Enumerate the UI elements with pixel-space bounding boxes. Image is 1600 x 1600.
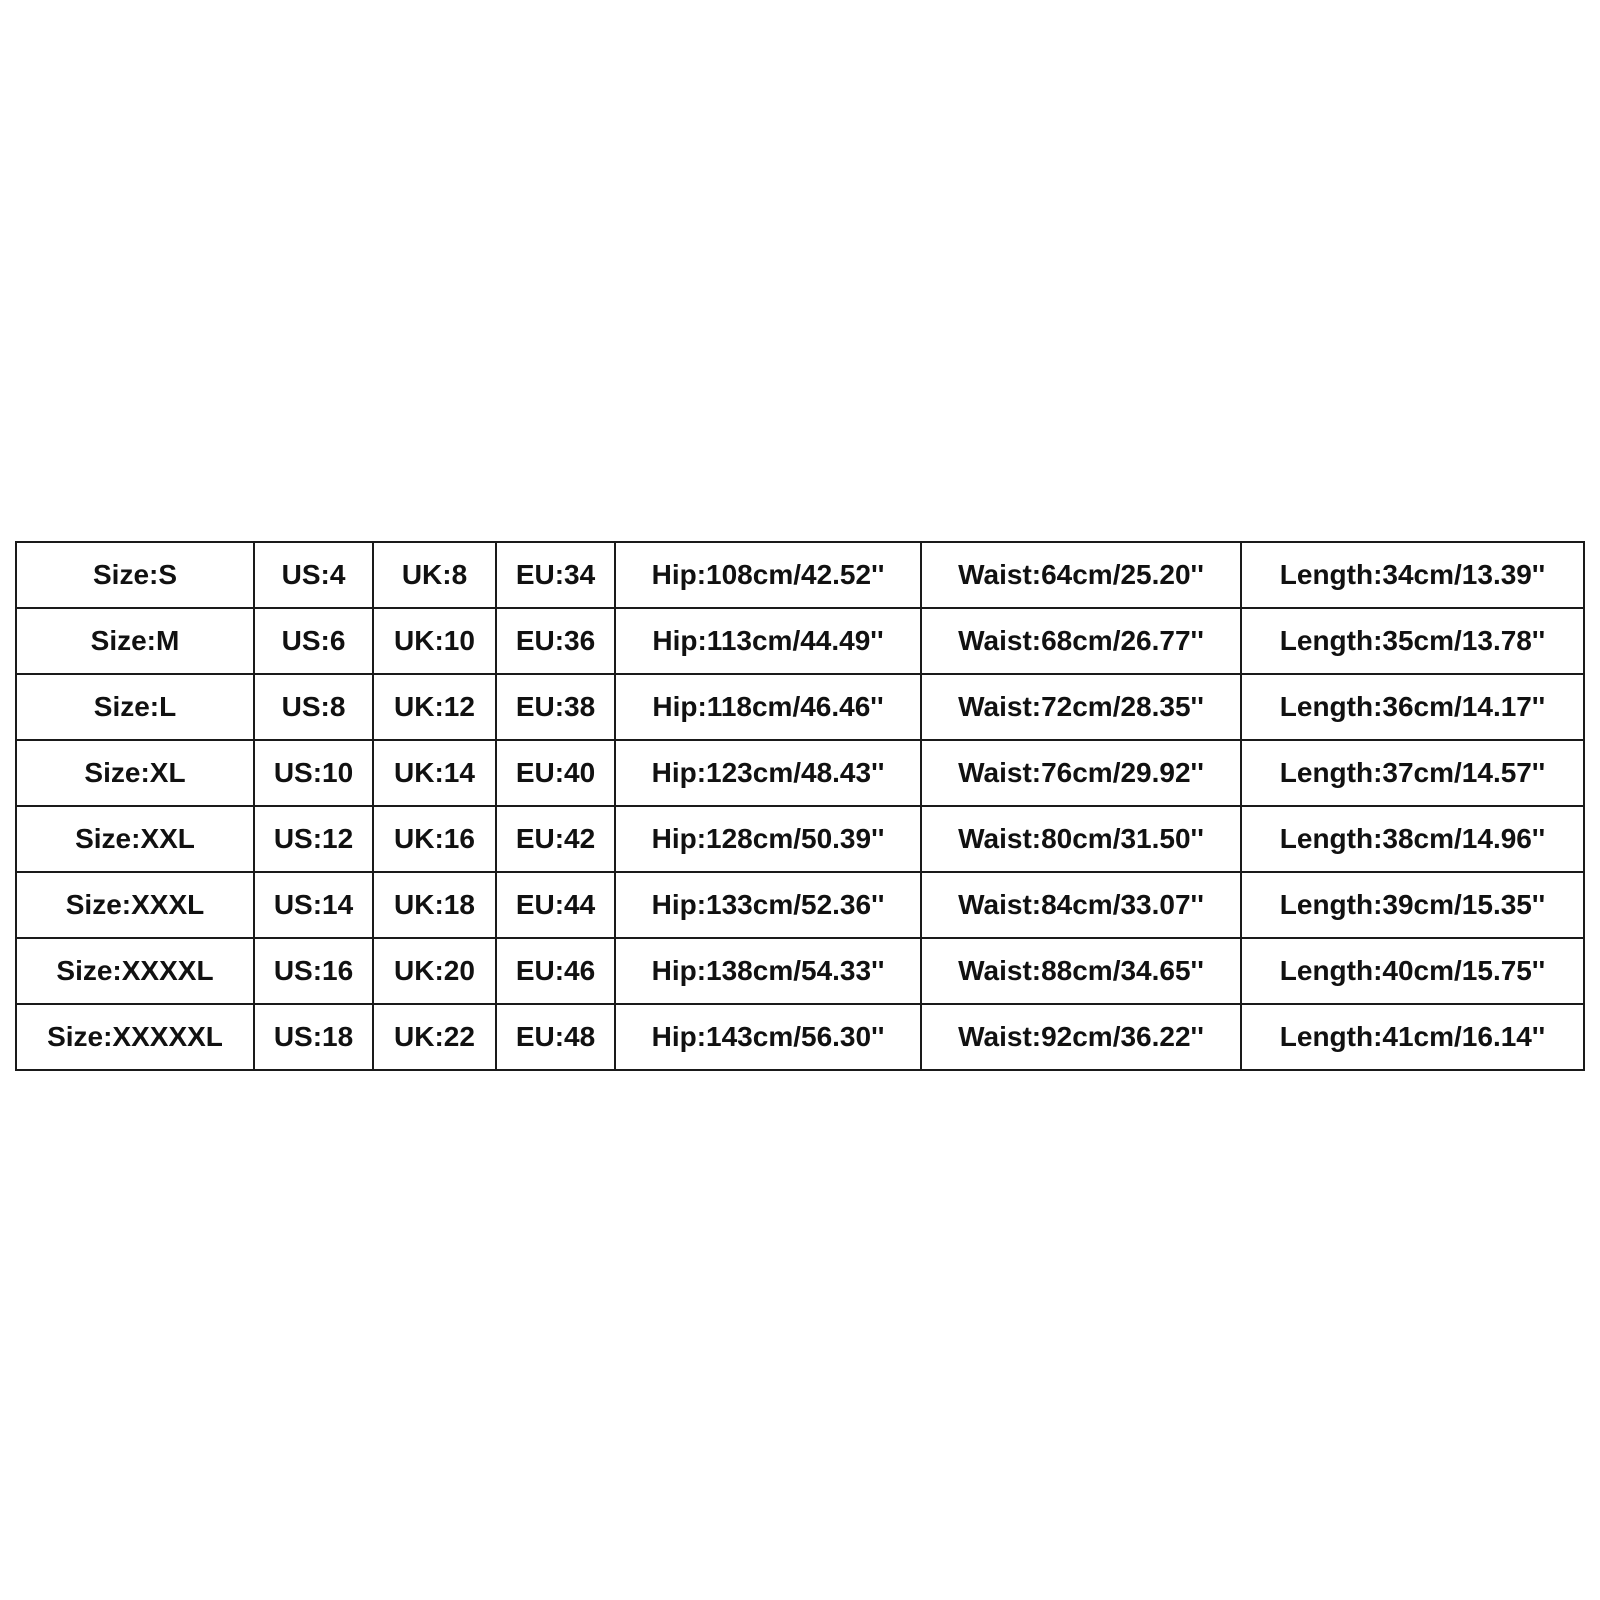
length-cell: Length:38cm/14.96'' <box>1241 806 1584 872</box>
size-cell: Size:S <box>16 542 254 608</box>
table-row <box>16 542 1584 608</box>
length-cell: Length:41cm/16.14'' <box>1241 1004 1584 1070</box>
waist-cell: Waist:72cm/28.35'' <box>921 674 1241 740</box>
us-size-cell: US:14 <box>254 872 373 938</box>
length-cell: Length:36cm/14.17'' <box>1241 674 1584 740</box>
uk-size-cell: UK:14 <box>373 740 496 806</box>
eu-size-cell: EU:40 <box>496 740 615 806</box>
size-cell: Size:XXXXL <box>16 938 254 1004</box>
table-row <box>16 872 1584 938</box>
waist-cell: Waist:84cm/33.07'' <box>921 872 1241 938</box>
uk-size-cell: UK:20 <box>373 938 496 1004</box>
uk-size-cell: UK:18 <box>373 872 496 938</box>
table-row <box>16 740 1584 806</box>
eu-size-cell: EU:34 <box>496 542 615 608</box>
hip-cell: Hip:123cm/48.43'' <box>615 740 921 806</box>
size-cell: Size:L <box>16 674 254 740</box>
table-row <box>16 1004 1584 1070</box>
size-cell: Size:XXL <box>16 806 254 872</box>
eu-size-cell: EU:48 <box>496 1004 615 1070</box>
us-size-cell: US:10 <box>254 740 373 806</box>
us-size-cell: US:12 <box>254 806 373 872</box>
table-row <box>16 938 1584 1004</box>
length-cell: Length:35cm/13.78'' <box>1241 608 1584 674</box>
us-size-cell: US:18 <box>254 1004 373 1070</box>
us-size-cell: US:4 <box>254 542 373 608</box>
table-row <box>16 806 1584 872</box>
uk-size-cell: UK:10 <box>373 608 496 674</box>
table-row <box>16 608 1584 674</box>
hip-cell: Hip:143cm/56.30'' <box>615 1004 921 1070</box>
length-cell: Length:37cm/14.57'' <box>1241 740 1584 806</box>
uk-size-cell: UK:16 <box>373 806 496 872</box>
hip-cell: Hip:108cm/42.52'' <box>615 542 921 608</box>
length-cell: Length:40cm/15.75'' <box>1241 938 1584 1004</box>
waist-cell: Waist:88cm/34.65'' <box>921 938 1241 1004</box>
eu-size-cell: EU:38 <box>496 674 615 740</box>
size-cell: Size:XXXL <box>16 872 254 938</box>
length-cell: Length:39cm/15.35'' <box>1241 872 1584 938</box>
length-cell: Length:34cm/13.39'' <box>1241 542 1584 608</box>
table-row <box>16 674 1584 740</box>
uk-size-cell: UK:12 <box>373 674 496 740</box>
waist-cell: Waist:64cm/25.20'' <box>921 542 1241 608</box>
hip-cell: Hip:133cm/52.36'' <box>615 872 921 938</box>
size-chart-body <box>16 542 1584 1070</box>
size-cell: Size:XL <box>16 740 254 806</box>
eu-size-cell: EU:44 <box>496 872 615 938</box>
uk-size-cell: UK:8 <box>373 542 496 608</box>
eu-size-cell: EU:36 <box>496 608 615 674</box>
waist-cell: Waist:80cm/31.50'' <box>921 806 1241 872</box>
eu-size-cell: EU:42 <box>496 806 615 872</box>
waist-cell: Waist:76cm/29.92'' <box>921 740 1241 806</box>
waist-cell: Waist:68cm/26.77'' <box>921 608 1241 674</box>
hip-cell: Hip:128cm/50.39'' <box>615 806 921 872</box>
us-size-cell: US:8 <box>254 674 373 740</box>
uk-size-cell: UK:22 <box>373 1004 496 1070</box>
us-size-cell: US:6 <box>254 608 373 674</box>
eu-size-cell: EU:46 <box>496 938 615 1004</box>
hip-cell: Hip:118cm/46.46'' <box>615 674 921 740</box>
size-cell: Size:M <box>16 608 254 674</box>
hip-cell: Hip:113cm/44.49'' <box>615 608 921 674</box>
hip-cell: Hip:138cm/54.33'' <box>615 938 921 1004</box>
size-cell: Size:XXXXXL <box>16 1004 254 1070</box>
waist-cell: Waist:92cm/36.22'' <box>921 1004 1241 1070</box>
size-chart-table <box>15 541 1585 1071</box>
us-size-cell: US:16 <box>254 938 373 1004</box>
